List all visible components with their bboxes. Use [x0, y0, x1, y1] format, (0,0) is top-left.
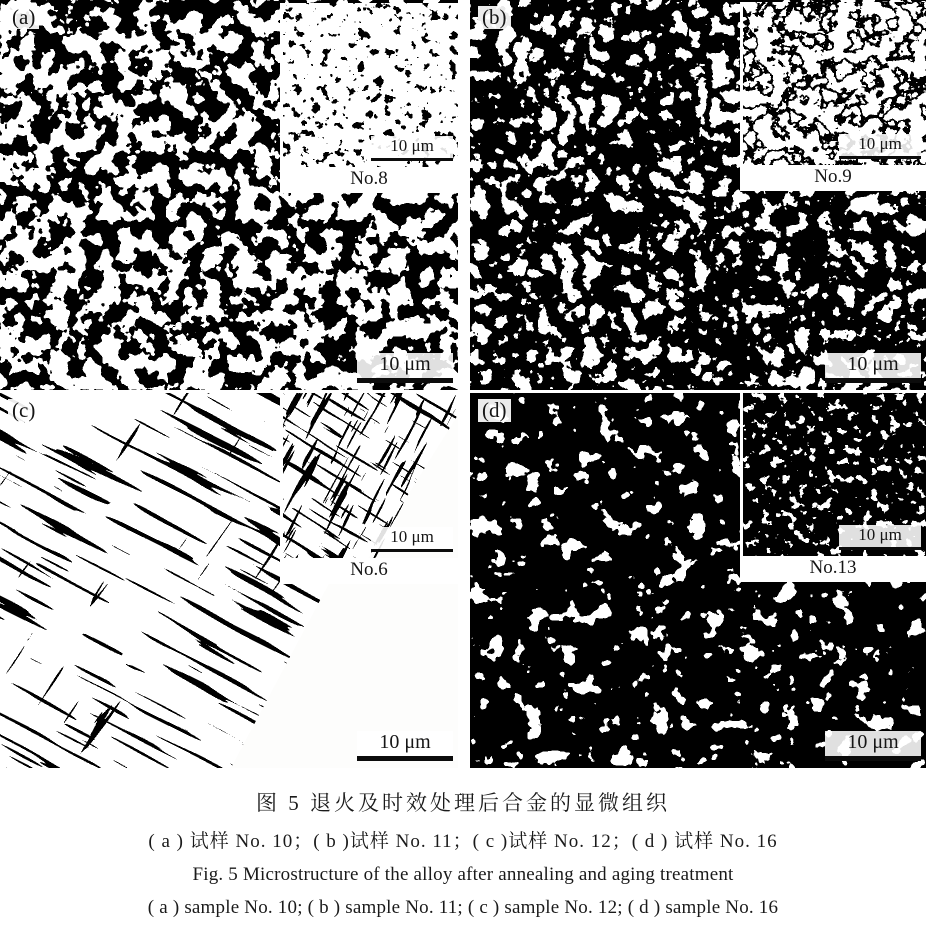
inset-label-c: No.6: [280, 558, 458, 584]
figure-caption: [0, 787, 926, 919]
panel-label-c: (c): [8, 399, 39, 422]
panel-a: [0, 0, 458, 390]
scale-bar-d: 10 μm: [825, 731, 921, 761]
caption-title-en: Fig. 5 Microstructure of the alloy after annealing and aging treatment: [192, 864, 734, 885]
scale-bar-inset-a: 10 μm: [371, 136, 453, 161]
caption-subtitle-en: ( a ) sample No. 10; ( b ) sample No. 11; ( c ) sample No. 12; ( d ) sample No. 16: [147, 897, 779, 918]
caption-subtitle-zh: ( a ) 试样 No. 10；( b )试样 No. 11；( c )试样 No. 12；( d ) 试样 No. 16: [148, 831, 778, 852]
inset-b: [740, 2, 926, 168]
inset-c: [280, 393, 458, 561]
caption-title-zh: 图 5 退火及时效处理后合金的显微组织: [256, 791, 670, 815]
panel-b: [470, 0, 926, 390]
inset-label-a: No.8: [280, 167, 458, 193]
scale-bar-inset-d: 10 μm: [839, 525, 921, 550]
scale-bar-inset-b: 10 μm: [839, 134, 921, 159]
inset-d: [740, 393, 926, 559]
panel-label-b: (b): [478, 6, 511, 29]
panel-label-a: (a): [8, 6, 39, 29]
inset-label-d: No.13: [740, 556, 926, 582]
inset-a: [280, 3, 458, 170]
panel-c: [0, 393, 458, 768]
panel-label-d: (d): [478, 399, 511, 422]
panel-d: [470, 393, 926, 768]
scale-bar-c: 10 μm: [357, 731, 453, 761]
scale-bar-a: 10 μm: [357, 353, 453, 383]
scale-bar-inset-c: 10 μm: [371, 527, 453, 552]
scale-bar-b: 10 μm: [825, 353, 921, 383]
inset-label-b: No.9: [740, 165, 926, 191]
